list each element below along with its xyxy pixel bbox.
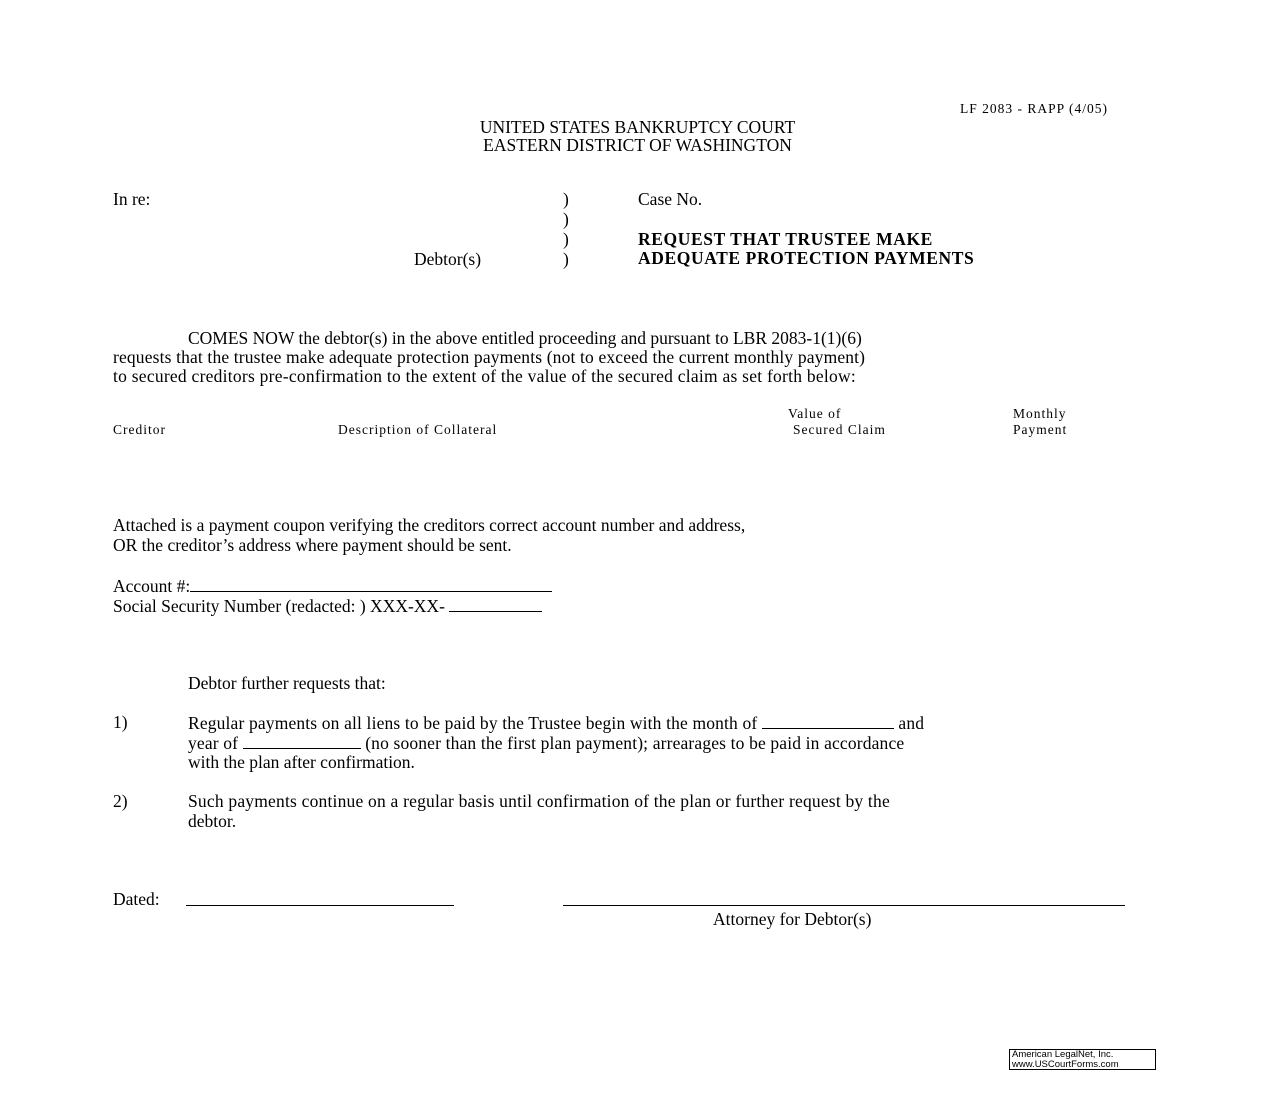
item-1-line-2: [188, 732, 904, 753]
debtors-label: Debtor(s): [414, 249, 482, 269]
col-header-creditor: Creditor: [113, 422, 166, 437]
caption-paren: ): [563, 189, 569, 209]
form-id: LF 2083 - RAPP (4/05): [960, 101, 1109, 116]
item-1-text-d: (no sooner than the first plan payment); arrearages to be paid in accordance: [365, 733, 905, 753]
dated-label: Dated:: [113, 889, 160, 909]
begin-month-field[interactable]: [762, 712, 894, 729]
document-title-line1: REQUEST THAT TRUSTEE MAKE: [638, 229, 933, 249]
caption-paren: ): [563, 229, 569, 249]
attorney-signature-field[interactable]: [563, 905, 1125, 906]
requests-intro: Debtor further requests that:: [188, 673, 386, 693]
intro-line-2: requests that the trustee make adequate protection payments (not to exceed the current monthly payment): [113, 347, 866, 367]
item-1-line-1: [188, 712, 924, 733]
caption-paren: ): [563, 209, 569, 229]
attached-line-2: OR the creditor’s address where payment should be sent.: [113, 535, 512, 555]
in-re-label: In re:: [113, 189, 151, 209]
col-header-description: Description of Collateral: [338, 422, 498, 437]
attached-line-1: Attached is a payment coupon verifying the creditors correct account number and address,: [113, 515, 746, 535]
district-name: [0, 135, 1275, 155]
court-name-text: UNITED STATES BANKRUPTCY COURT: [479, 117, 796, 137]
attorney-label: Attorney for Debtor(s): [713, 909, 872, 929]
intro-line-3: to secured creditors pre-confirmation to the extent of the value of the secured claim as set forth below:: [113, 366, 856, 386]
ssn-row: [113, 594, 542, 616]
col-header-value-2: Secured Claim: [793, 422, 886, 437]
publisher-website: www.USCourtForms.com: [1012, 1059, 1119, 1070]
col-header-monthly-1: Monthly: [1013, 406, 1067, 421]
item-2-line-2: debtor.: [188, 811, 237, 831]
item-2-number: 2): [113, 791, 128, 811]
ssn-label: Social Security Number (redacted: ) XXX-XX-: [113, 596, 445, 616]
item-1-number: 1): [113, 712, 128, 732]
caption-paren: ): [563, 249, 569, 269]
publisher-name: American LegalNet, Inc.: [1012, 1049, 1114, 1060]
item-1-text-c: year of: [188, 733, 239, 753]
case-number-label: Case No.: [638, 189, 703, 209]
item-1-text-b: and: [898, 713, 925, 733]
intro-line-1: COMES NOW the debtor(s) in the above entitled proceeding and pursuant to LBR 2083-1(1)(6): [188, 328, 862, 348]
col-header-value-1: Value of: [788, 406, 842, 421]
col-header-monthly-2: Payment: [1013, 422, 1068, 437]
account-number-label: Account #:: [113, 576, 191, 596]
account-number-field[interactable]: [190, 574, 552, 592]
publisher-stamp: [1009, 1049, 1156, 1070]
begin-year-field[interactable]: [243, 732, 361, 749]
district-name-text: EASTERN DISTRICT OF WASHINGTON: [483, 135, 792, 155]
item-1-line-3: with the plan after confirmation.: [188, 752, 415, 772]
account-number-row: [113, 574, 552, 596]
item-1-text-a: Regular payments on all liens to be paid by the Trustee begin with the month of: [188, 713, 758, 733]
item-2-line-1: Such payments continue on a regular basis until confirmation of the plan or further request by the: [188, 791, 890, 811]
date-field[interactable]: [186, 905, 454, 906]
document-title-line2: ADEQUATE PROTECTION PAYMENTS: [638, 248, 975, 268]
ssn-last4-field[interactable]: [449, 594, 542, 612]
court-name: [0, 117, 1275, 137]
